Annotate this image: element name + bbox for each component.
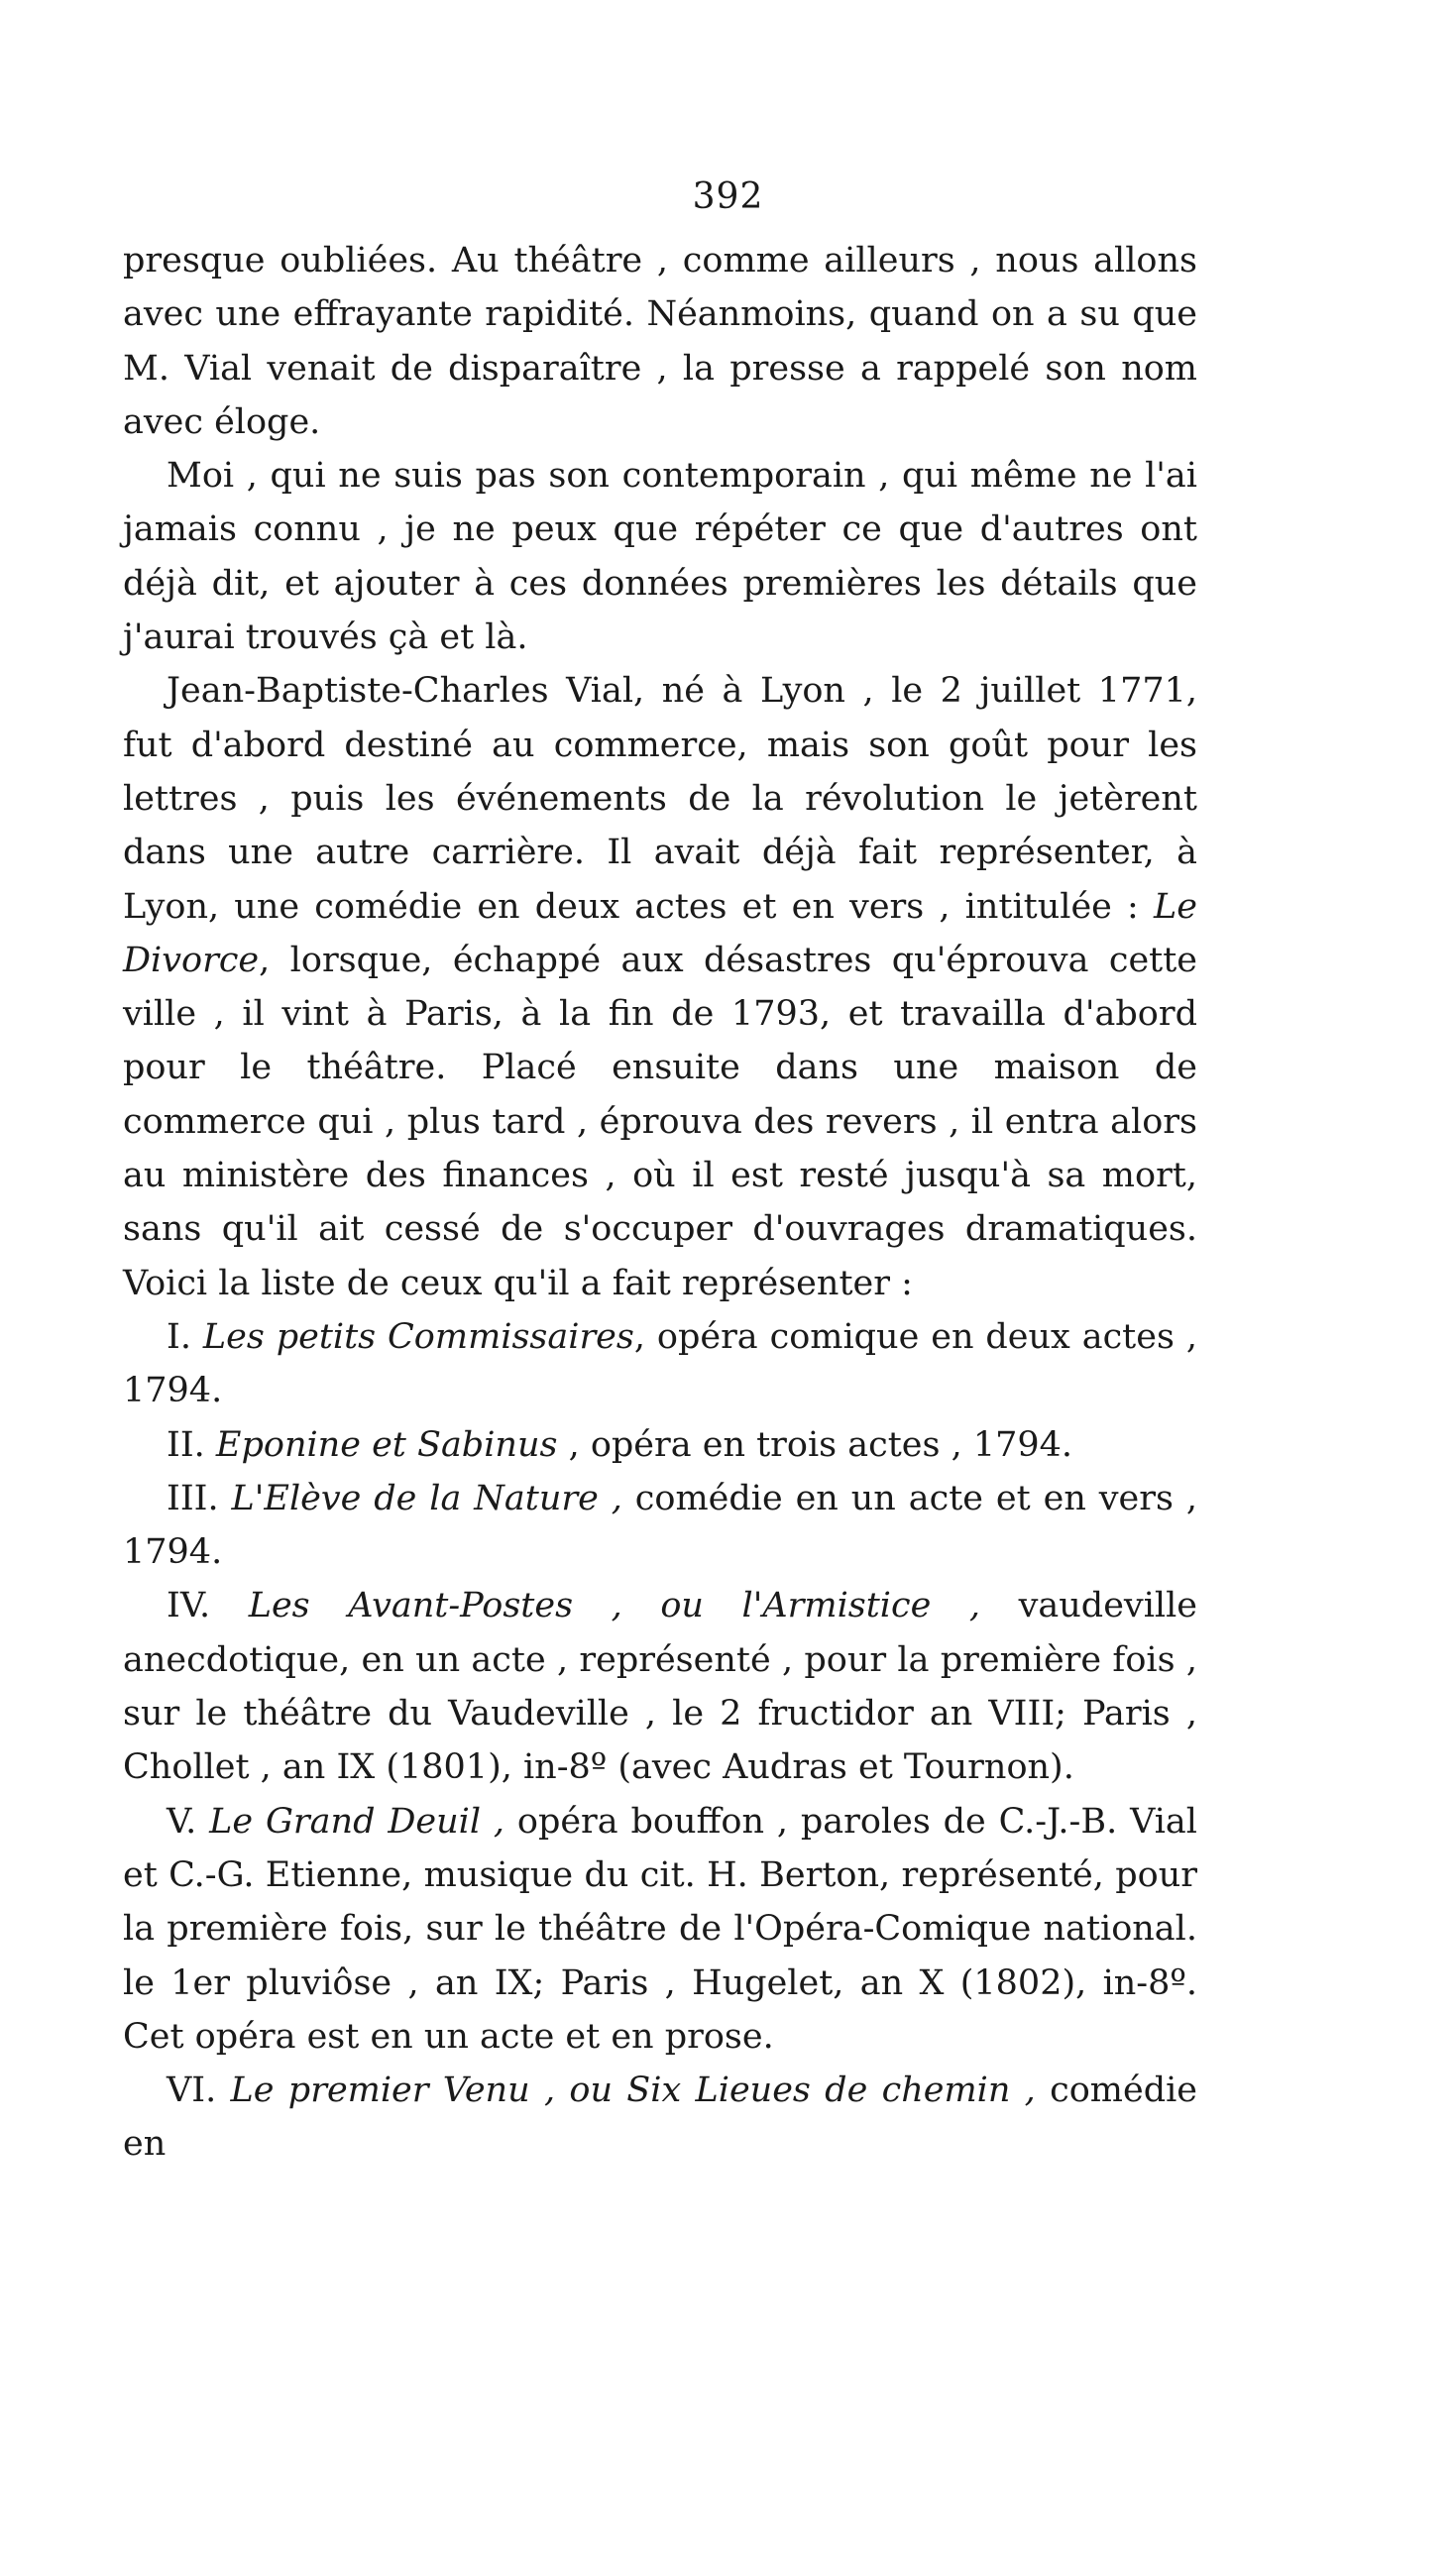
work-description: , opéra comique en deux actes , 1794. xyxy=(123,1316,1197,1411)
work-entry-1 xyxy=(123,1310,1197,1418)
work-entry-3 xyxy=(123,1472,1197,1580)
paragraph-2: Moi , qui ne suis pas son contemporain , qui même ne l'ai jamais connu , je ne peux que répéter ce que d'autres ont déjà dit, et ajouter à ces données premières les détails que j'aurai trouvés çà et là. xyxy=(123,456,1197,658)
paragraph-3-text-a: Jean-Baptiste-Charles Vial, né à Lyon , le 2 juillet 1771, fut d'abord destiné au commerce, mais son goût pour les lettres , puis les événements de la révolution le jetèrent dans une autre carrière. Il avait déjà fait représenter, à Lyon, une comédie en deux actes et en vers , intitulée : xyxy=(123,671,1197,927)
work-number: VI. xyxy=(167,2071,217,2111)
work-description: opéra bouffon , paroles de C.-J.-B. Vial et C.-G. Etienne, musique du cit. H. Berton, représenté, pour la première fois, sur le théâtre de l'Opéra-Comique national. le 1er pluviôse , an IX; Paris , Hugelet, an X (1802), in-8º. Cet opéra est en un acte et en prose. xyxy=(123,1801,1197,2057)
work-number: IV. xyxy=(167,1586,211,1626)
work-title: Eponine et Sabinus xyxy=(215,1424,558,1465)
paragraph-3 xyxy=(123,664,1197,1310)
work-number: III. xyxy=(167,1478,219,1518)
work-description: comédie en xyxy=(123,2071,1198,2165)
work-number: II. xyxy=(167,1424,205,1465)
work-entry-6 xyxy=(123,2064,1197,2172)
work-number: V. xyxy=(167,1801,197,1842)
work-title: Le premier Venu , ou Six Lieues de chemin , xyxy=(230,2071,1036,2111)
page-body xyxy=(123,234,1197,2172)
paragraph-1: presque oubliées. Au théâtre , comme ailleurs , nous allons avec une effrayante rapidité. Néanmoins, quand on a su que M. Vial venait de disparaître , la presse a rappelé son nom avec éloge. xyxy=(123,241,1197,442)
work-title: Les Avant-Postes , ou l'Armistice , xyxy=(248,1586,981,1626)
paragraph-3-text-b: , lorsque, échappé aux désastres qu'éprouva cette ville , il vint à Paris, à la fin de 1793, et travailla d'abord pour le théâtre. Placé ensuite dans une maison de commerce qui , plus tard , éprouva des revers , il entra alors au ministère des finances , où il est resté jusqu'à sa mort, sans qu'il ait cessé de s'occuper d'ouvrages dramatiques. Voici la liste de ceux qu'il a fait représenter : xyxy=(123,940,1197,1303)
page-number: 392 xyxy=(692,176,764,217)
work-entry-2 xyxy=(123,1418,1197,1472)
work-description: comédie en un acte et en vers , 1794. xyxy=(123,1478,1197,1573)
work-description: , opéra en trois actes , 1794. xyxy=(557,1424,1073,1465)
work-entry-4 xyxy=(123,1579,1197,1794)
work-number: I. xyxy=(167,1316,191,1357)
work-description: vaudeville anecdotique, en un acte , représenté , pour la première fois , sur le théâtre du Vaudeville , le 2 fructidor an VIII; Paris , Chollet , an IX (1801), in-8º (avec Audras et Tournon). xyxy=(123,1586,1197,1788)
work-entry-5 xyxy=(123,1795,1197,2064)
play-title-le-divorce: Le Divorce xyxy=(123,886,1197,980)
work-title: Le Grand Deuil , xyxy=(209,1801,505,1842)
work-title: L'Elève de la Nature , xyxy=(231,1478,622,1518)
work-title: Les petits Commissaires xyxy=(202,1316,634,1357)
